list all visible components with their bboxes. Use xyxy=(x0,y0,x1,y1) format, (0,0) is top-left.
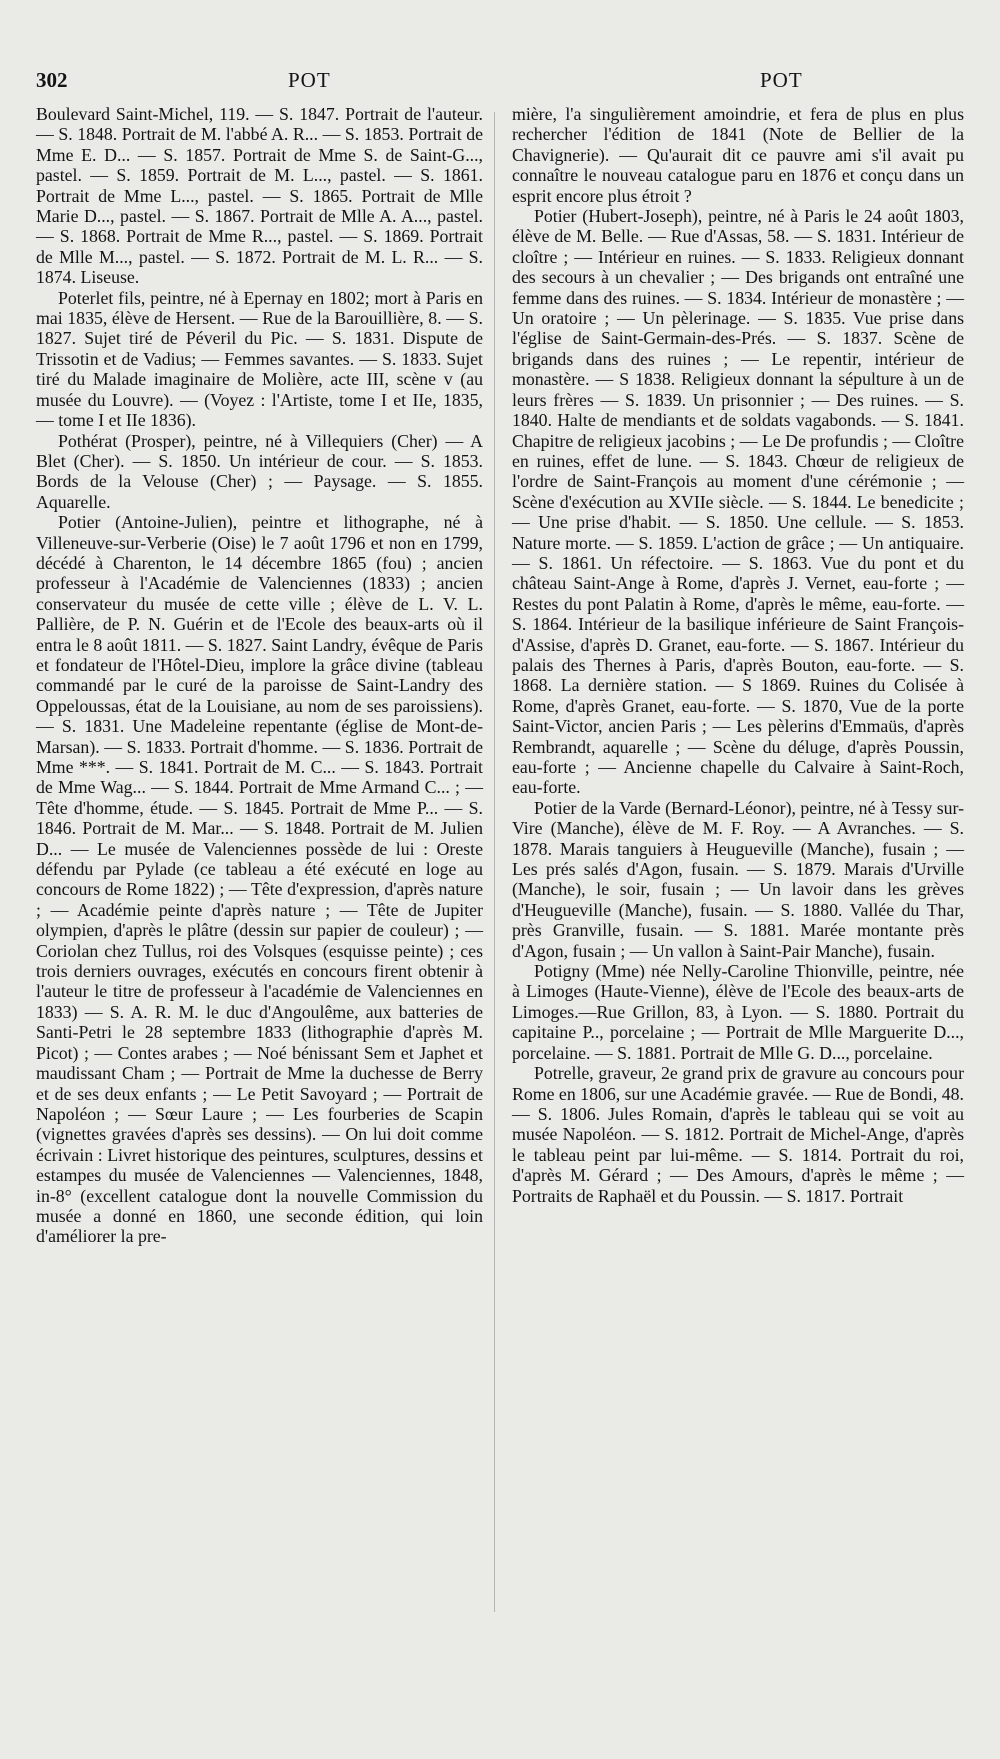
right-column xyxy=(512,104,964,1206)
entry-potier-antoine-julien: Potier (Antoine-Julien), peintre et lithographe, né à Villeneuve-sur-Verberie (Oise) le 7 août 1796 et non en 1799, décédé à Charenton, le 14 décembre 1865 (fou) ; ancien professeur à l'Académie de Valenciennes (1833) ; ancien conservateur du musée de cette ville ; élève de L. V. L. Pallière, de P. N. Guérin et de l'Ecole des beaux-arts où il entra le 8 août 1811. — S. 1827. Saint Landry, évêque de Paris et fondateur de l'Hôtel-Dieu, implore la grâce divine (tableau commandé par le curé de la paroisse de Saint-Landry des Oppeloussas, état de la Louisiane, au nom de ses paroissiens). — S. 1831. Une Madeleine repentante (église de Mont-de-Marsan). — S. 1833. Portrait d'homme. — S. 1836. Portrait de Mme ***. — S. 1841. Portrait de M. C... — S. 1843. Portrait de Mme Wag... — S. 1844. Portrait de Mme Armand C... ; — Tête d'homme, étude. — S. 1845. Portrait de Mme P... — S. 1846. Portrait de M. Mar... — S. 1848. Portrait de M. Julien D... — Le musée de Valenciennes possède de lui : Oreste défendu par Pylade (ce tableau a été exécuté en loge au concours de Rome 1822) ; — Tête d'expression, d'après nature ; — Académie peinte d'après nature ; — Tête de Jupiter olympien, d'après le plâtre (dessin sur papier de couleur) ; — Coriolan chez Tullus, roi des Volsques (esquisse peinte) ; ces trois derniers ouvrages, exécutés en concours firent obtenir à l'auteur le titre de professeur à l'académie de Valenciennes en 1833) — S. A. R. M. le duc d'Angoulême, aux batteries de Santi-Petri le 28 septembre 1833 (lithographie d'après M. Picot) ; — Contes arabes ; — Noé bénissant Sem et Japhet et maudissant Cham ; — Portrait de Mme la duchesse de Berry et de ses deux enfants ; — Le Petit Savoyard ; — Portrait de Napoléon ; — Sœur Laure ; — Les fourberies de Scapin (vignettes gravées d'après ses dessins). — On lui doit comme écrivain : Livret historique des peintures, sculptures, dessins et estampes du musée de Valenciennes — Valenciennes, 1848, in-8° (excellent catalogue dont la nouvelle Commission du musée a donné en 1860, une seconde édition, qui loin d'améliorer la pre- xyxy=(36,512,483,1247)
paragraph-continuation: mière, l'a singulièrement amoindrie, et fera de plus en plus rechercher l'édition de 1841 (Note de Bellier de la Chavignerie). — Qu'aurait dit ce pauvre ami s'il avait pu connaître le nouveau catalogue paru en 1876 et conçu dans un esprit encore plus étroit ? xyxy=(512,104,964,206)
running-header xyxy=(36,68,972,96)
paragraph-continuation: Boulevard Saint-Michel, 119. — S. 1847. Portrait de l'auteur. — S. 1848. Portrait de M. l'abbé A. R... — S. 1853. Portrait de Mme E. D... — S. 1857. Portrait de Mme S. de Saint-G..., pastel. — S. 1859. Portrait de M. L..., pastel. — S. 1861. Portrait de Mme L..., pastel. — S. 1865. Portrait de Mlle Marie D..., pastel. — S. 1867. Portrait de Mlle A. A..., pastel. — S. 1868. Portrait de Mme R..., pastel. — S. 1869. Portrait de Mlle M..., pastel. — S. 1872. Portrait de M. L. R... — S. 1874. Liseuse. xyxy=(36,104,483,288)
entry-potherat: Pothérat (Prosper), peintre, né à Villequiers (Cher) — A Blet (Cher). — S. 1850. Un intérieur de cour. — S. 1853. Bords de la Velouse (Cher) ; — Paysage. — S. 1855. Aquarelle. xyxy=(36,430,483,512)
entry-potier-hubert-joseph: Potier (Hubert-Joseph), peintre, né à Paris le 24 août 1803, élève de M. Belle. — Rue d'Assas, 58. — S. 1831. Intérieur de cloître ; — Intérieur en ruines. — S. 1833. Religieux donnant des secours à un chevalier ; — Des brigands ont entraîné une femme dans des ruines. — S. 1834. Intérieur de monastère ; — Un oratoire ; — Un pèlerinage. — S. 1835. Vue prise dans l'église de Saint-Germain-des-Prés. — S. 1837. Scène de brigands dans des ruines ; — Le repentir, intérieur de monastère. — S 1838. Religieux donnant la sépulture à un de leurs frères — S. 1839. Un prisonnier ; — Des ruines. — S. 1840. Halte de mendiants et de soldats vagabonds. — S. 1841. Chapitre de religieux jacobins ; — Le De profundis ; — Cloître en ruines, effet de lune. — S. 1843. Chœur de religieux de l'ordre de Saint-François au moment d'une cérémonie ; — Scène d'exécution au XVIIe siècle. — S. 1844. Le benedicite ; — Une prise d'habit. — S. 1850. Une cellule. — S. 1853. Nature morte. — S. 1859. L'action de grâce ; — Un antiquaire. — S. 1861. Un réfectoire. — S. 1863. Vue du pont et du château Saint-Ange à Rome, d'après J. Vernet, eau-forte ; — Restes du pont Palatin à Rome, d'après le même, eau-forte. — S. 1864. Intérieur de la basilique inférieure de Saint François-d'Assise, d'après D. Granet, eau-forte. — S. 1867. Intérieur du palais des Thernes à Paris, d'après Bouton, eau-forte. — S. 1868. La dernière station. — S 1869. Ruines du Colisée à Rome, d'après Granet, eau-forte. — S. 1870, Vue de la porte Saint-Victor, ancien Paris ; — Les pèlerins d'Emmaüs, d'après Rembrandt, aquarelle ; — Scène du déluge, d'après Poussin, eau-forte ; — Ancienne chapelle du Calvaire à Saint-Roch, eau-forte. xyxy=(512,206,964,798)
left-running-title: POT xyxy=(288,68,331,92)
entry-potrelle: Potrelle, graveur, 2e grand prix de gravure au concours pour Rome en 1806, sur une Académie gravée. — Rue de Bondi, 48. — S. 1806. Jules Romain, d'après le tableau qui se voit au musée Napoléon. — S. 1812. Portrait de Michel-Ange, d'après le tableau peint par lui-même. — S. 1814. Portrait du roi, d'après M. Gérard ; — Des Amours, d'après le même ; — Portraits de Raphaël et du Poussin. — S. 1817. Portrait xyxy=(512,1063,964,1206)
entry-potier-de-la-varde: Potier de la Varde (Bernard-Léonor), peintre, né à Tessy sur-Vire (Manche), élève de M. F. Roy. — A Avranches. — S. 1878. Marais tanguiers à Heugueville (Manche), fusain ; — Les prés salés d'Agon, fusain. — S. 1879. Marais d'Urville (Manche), le soir, fusain ; — Un lavoir dans les grèves d'Heugueville (Manche), fusain. — S. 1880. Vallée du Thar, près Granville, fusain. — S. 1881. Marée montante près d'Agon, fusain ; — Un vallon à Saint-Pair Manche), fusain. xyxy=(512,797,964,961)
entry-poterlet: Poterlet fils, peintre, né à Epernay en 1802; mort à Paris en mai 1835, élève de Hersent. — Rue de la Barouillière, 8. — S. 1827. Sujet tiré de Péveril du Pic. — S. 1831. Dispute de Trissotin et de Vadius; — Femmes savantes. — S. 1833. Sujet tiré du Malade imaginaire de Molière, acte III, scène v (au musée du Louvre). — (Voyez : l'Artiste, tome I et IIe, 1835, — tome I et IIe 1836). xyxy=(36,287,483,431)
page-number: 302 xyxy=(36,68,68,92)
left-column xyxy=(36,104,483,1247)
right-running-title: POT xyxy=(760,68,803,92)
column-divider xyxy=(494,112,495,1612)
entry-potigny: Potigny (Mme) née Nelly-Caroline Thionville, peintre, née à Limoges (Haute-Vienne), élève de l'Ecole des beaux-arts de Limoges.—Rue Grillon, 83, à Lyon. — S. 1880. Portrait du capitaine P.., porcelaine ; — Portrait de Mlle Marguerite D..., porcelaine. — S. 1881. Portrait de Mlle G. D..., porcelaine. xyxy=(512,961,964,1063)
